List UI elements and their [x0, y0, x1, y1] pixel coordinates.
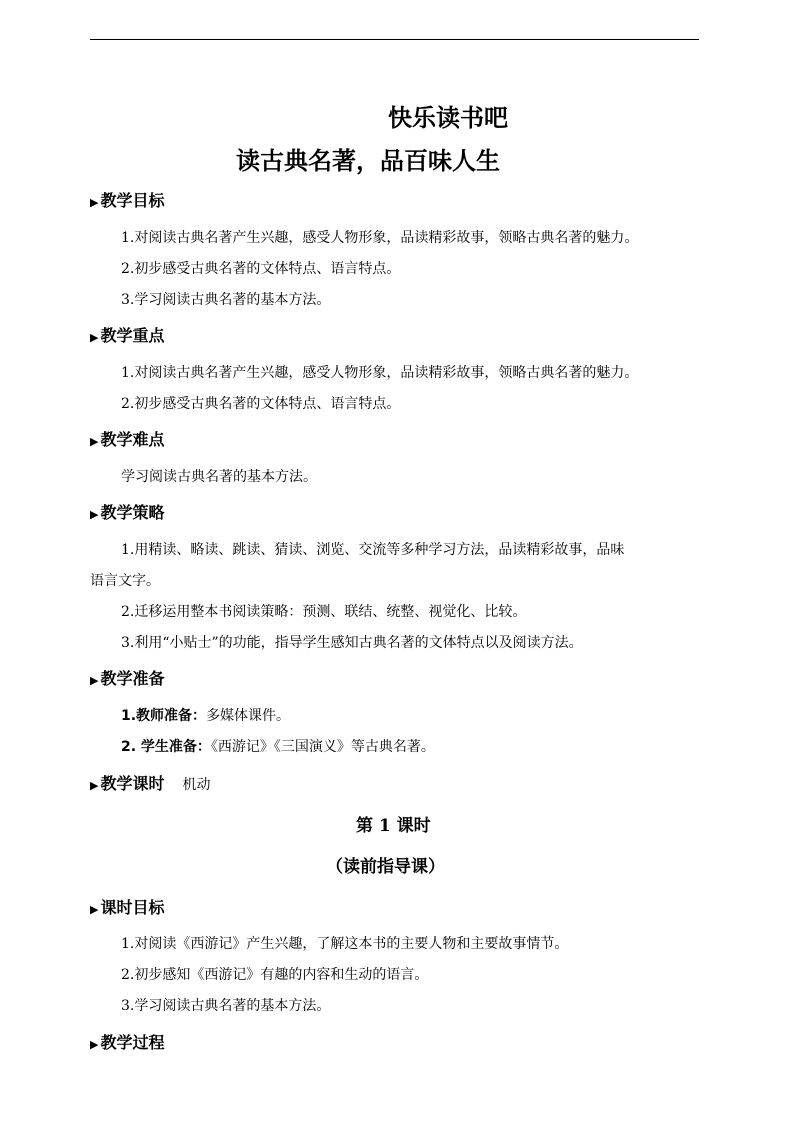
goals-item: 3.学习阅读古典名著的基本方法。 [121, 292, 331, 308]
triangle-marker-icon: ▶ [90, 1038, 99, 1051]
goals-item: 1.对阅读古典名著产生兴趣，感受人物形象，品读精彩故事，领略古典名著的魅力。 [121, 230, 639, 246]
student-prep-text: 《西游记》《三国演义》等古典名著。 [210, 739, 435, 755]
page-subtitle: 读古典名著，品百味人生 [236, 147, 500, 175]
triangle-marker-icon: ▶ [90, 435, 99, 448]
section-heading-hours: ▶ 教学课时 机动 [90, 774, 211, 793]
lesson-type: （读前指导课） [326, 857, 445, 877]
goals-item: 2.初步感受古典名著的文体特点、语言特点。 [121, 261, 401, 277]
triangle-marker-icon: ▶ [90, 779, 99, 792]
triangle-marker-icon: ▶ [90, 196, 99, 209]
key-points-item: 1.对阅读古典名著产生兴趣，感受人物形象，品读精彩故事，领略古典名著的魅力。 [121, 365, 639, 381]
triangle-marker-icon: ▶ [90, 331, 99, 344]
section-heading-difficulties: ▶ 教学难点 [90, 430, 165, 449]
section-heading-process: ▶ 教学过程 [90, 1033, 165, 1052]
lesson-goals-item: 2.初步感知《西游记》有趣的内容和生动的语言。 [121, 967, 429, 983]
section-heading-lesson-goals: ▶ 课时目标 [90, 898, 165, 917]
key-points-item: 2.初步感受古典名著的文体特点、语言特点。 [121, 396, 401, 412]
section-heading-preparation: ▶ 教学准备 [90, 669, 165, 688]
header-rule [90, 39, 699, 40]
section-heading-strategies: ▶ 教学策略 [90, 503, 165, 522]
lesson-title: 第 1 课时 [356, 816, 431, 836]
hours-value: 机动 [182, 777, 211, 793]
teacher-prep-text: 多媒体课件。 [206, 708, 291, 724]
triangle-marker-icon: ▶ [90, 903, 99, 916]
lesson-goals-item: 3.学习阅读古典名著的基本方法。 [121, 998, 331, 1014]
strategies-item: 3.利用“小贴士”的功能，指导学生感知古典名著的文体特点以及阅读方法。 [121, 635, 583, 651]
triangle-marker-icon: ▶ [90, 674, 99, 687]
preparation-student [121, 737, 435, 757]
lesson-goals-item: 1.对阅读《西游记》产生兴趣，了解这本书的主要人物和主要故事情节。 [121, 936, 569, 952]
teacher-prep-label: 1.教师准备： [121, 708, 207, 724]
student-prep-label: 2. 学生准备： [121, 739, 211, 755]
strategies-item-continued: 语言文字。 [90, 573, 160, 589]
page-title: 快乐读书吧 [388, 104, 508, 132]
strategies-item: 2.迁移运用整本书阅读策略：预测、联结、统整、视觉化、比较。 [121, 604, 527, 620]
triangle-marker-icon: ▶ [90, 508, 99, 521]
preparation-teacher [121, 706, 290, 726]
difficulties-text: 学习阅读古典名著的基本方法。 [121, 469, 317, 485]
strategies-item: 1.用精读、略读、跳读、猜读、浏览、交流等多种学习方法，品读精彩故事，品味 [121, 542, 625, 558]
section-heading-key-points: ▶ 教学重点 [90, 326, 165, 345]
section-heading-goals: ▶ 教学目标 [90, 191, 165, 210]
